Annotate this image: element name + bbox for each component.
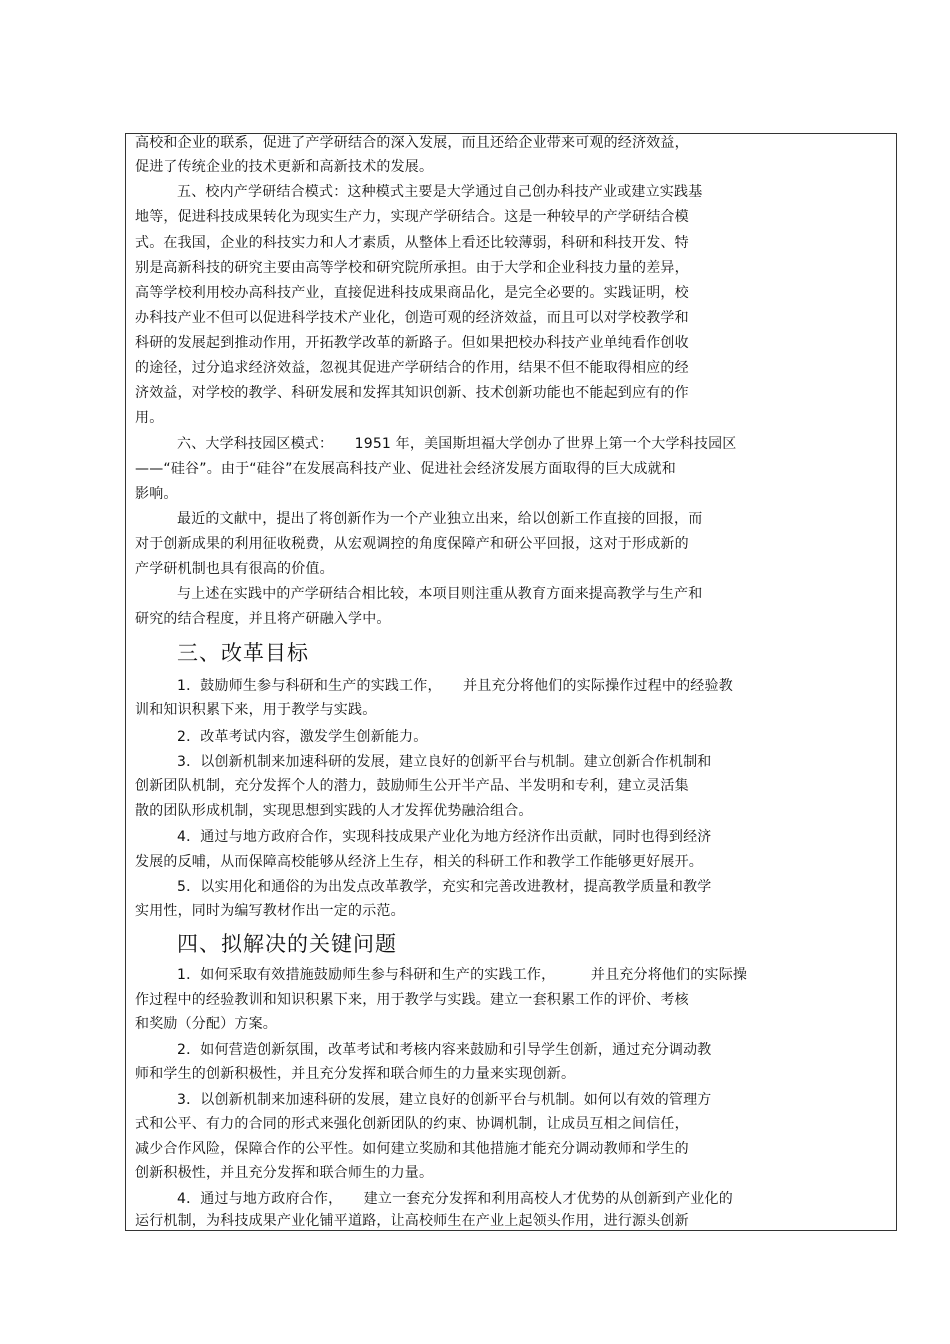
text-line: 促进了传统企业的技术更新和高新技术的发展。 [135,159,434,175]
text-line: 1．鼓励师生参与科研和生产的实践工作， 并且充分将他们的实际操作过程中的经验教 [177,678,733,694]
text-line: 用。 [135,410,164,426]
text-line: 高校和企业的联系，促进了产学研结合的深入发展，而且还给企业带来可观的经济效益， [135,135,689,151]
text-line: 1．如何采取有效措施鼓励师生参与科研和生产的实践工作， 并且充分将他们的实际操 [177,967,748,983]
text-line: ——“硅谷”。由于“硅谷”在发展高科技产业、促进社会经济发展方面取得的巨大成就和 [135,461,677,477]
text-line: 六、大学科技园区模式： 1951 年，美国斯坦福大学创办了世界上第一个大学科技园区 [177,436,737,452]
text-line: 研究的结合程度，并且将产研融入学中。 [135,611,391,627]
text-line: 减少合作风险，保障合作的公平性。如何建立奖励和其他措施才能充分调动教师和学生的 [135,1141,689,1157]
section-heading: 三、改革目标 [177,641,309,665]
text-line: 科研的发展起到推动作用，开拓教学改革的新路子。但如果把校办科技产业单纯看作创收 [135,335,689,351]
text-line: 式。在我国，企业的科技实力和人才素质，从整体上看还比较薄弱，科研和科技开发、特 [135,235,689,251]
text-line: 运行机制，为科技成果产业化铺平道路，让高校师生在产业上起领头作用，进行源头创新 [135,1213,689,1229]
section-heading: 四、拟解决的关键问题 [177,932,397,956]
text-line: 的途径，过分追求经济效益，忽视其促进产学研结合的作用，结果不但不能取得相应的经 [135,360,689,376]
text-line: 训和知识积累下来，用于教学与实践。 [135,702,377,718]
text-line: 发展的反哺，从而保障高校能够从经济上生存，相关的科研工作和教学工作能够更好展开。 [135,854,703,870]
text-line: 实用性，同时为编写教材作出一定的示范。 [135,903,405,919]
text-line: 散的团队形成机制，实现思想到实践的人才发挥优势融洽组合。 [135,803,533,819]
text-line: 五、校内产学研结合模式：这种模式主要是大学通过自己创办科技产业或建立实践基 [177,184,703,200]
text-line: 创新积极性，并且充分发挥和联合师生的力量。 [135,1165,434,1181]
text-line: 地等，促进科技成果转化为现实生产力，实现产学研结合。这是一种较早的产学研结合模 [135,209,689,225]
text-line: 师和学生的创新积极性，并且充分发挥和联合师生的力量来实现创新。 [135,1066,576,1082]
text-line: 影响。 [135,486,178,502]
text-line: 3．以创新机制来加速科研的发展，建立良好的创新平台与机制。建立创新合作机制和 [177,754,712,770]
text-line: 2．如何营造创新氛围，改革考试和考核内容来鼓励和引导学生创新，通过充分调动教 [177,1042,712,1058]
text-line: 别是高新科技的研究主要由高等学校和研究院所承担。由于大学和企业科技力量的差异， [135,260,689,276]
text-line: 式和公平、有力的合同的形式来强化创新团队的约束、协调机制，让成员互相之间信任， [135,1116,689,1132]
text-line: 作过程中的经验教训和知识积累下来，用于教学与实践。建立一套积累工作的评价、考核 [135,992,689,1008]
text-line: 创新团队机制，充分发挥个人的潜力，鼓励师生公开半产品、半发明和专利，建立灵活集 [135,778,689,794]
text-line: 对于创新成果的利用征收税费，从宏观调控的角度保障产和研公平回报，这对于形成新的 [135,536,689,552]
text-line: 4．通过与地方政府合作， 建立一套充分发挥和利用高校人才优势的从创新到产业化的 [177,1191,733,1207]
text-line: 2．改革考试内容，激发学生创新能力。 [177,729,428,745]
text-line: 济效益，对学校的教学、科研发展和发挥其知识创新、技术创新功能也不能起到应有的作 [135,385,689,401]
text-line: 3．以创新机制来加速科研的发展，建立良好的创新平台与机制。如何以有效的管理方 [177,1092,712,1108]
text-line: 最近的文献中，提出了将创新作为一个产业独立出来，给以创新工作直接的回报，而 [177,511,703,527]
text-line: 办科技产业不但可以促进科学技术产业化，创造可观的经济效益，而且可以对学校教学和 [135,310,689,326]
text-line: 5．以实用化和通俗的为出发点改革教学，充实和完善改进教材，提高教学质量和教学 [177,879,712,895]
text-line: 4．通过与地方政府合作，实现科技成果产业化为地方经济作出贡献，同时也得到经济 [177,829,712,845]
text-line: 与上述在实践中的产学研结合相比较，本项目则注重从教育方面来提高教学与生产和 [177,586,703,602]
text-line: 高等学校利用校办高科技产业，直接促进科技成果商品化，是完全必要的。实践证明，校 [135,285,689,301]
text-line: 和奖励（分配）方案。 [135,1016,277,1032]
text-line: 产学研机制也具有很高的价值。 [135,561,334,577]
